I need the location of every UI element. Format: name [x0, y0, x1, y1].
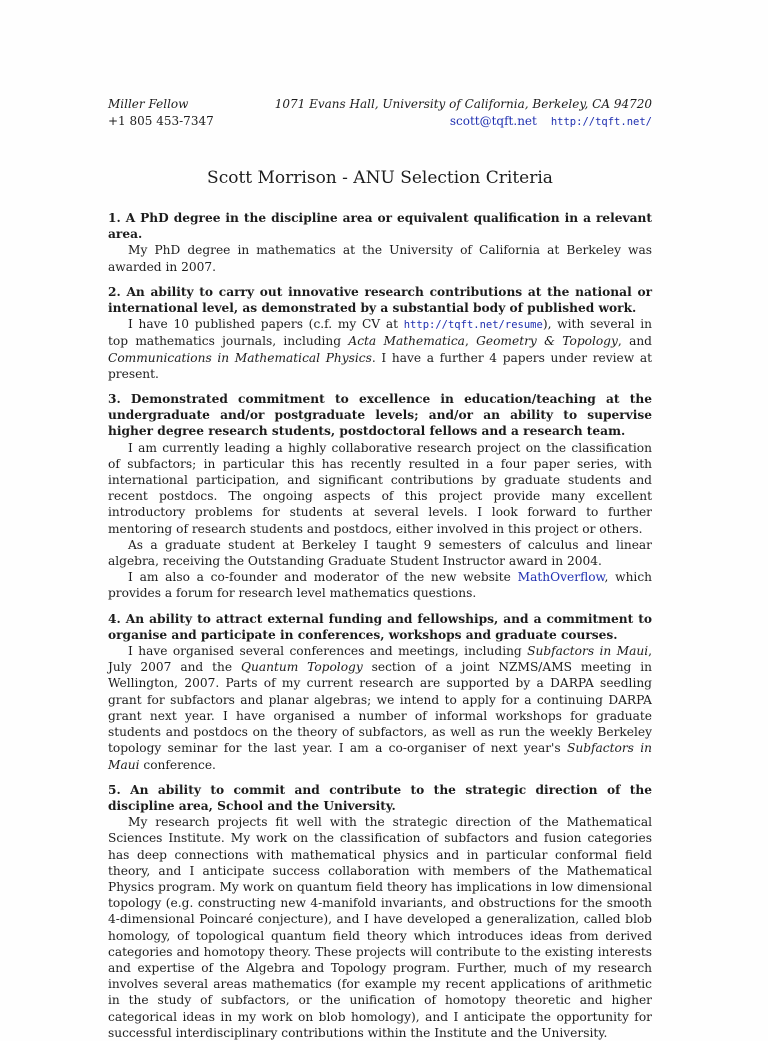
text-span: I am also a co-founder and moderator of the new website: [128, 570, 518, 585]
criterion-4-heading: 4. An ability to attract external funding and fellowships, and a commitment to organise and participate in conferences, workshops and graduate courses.: [108, 611, 652, 642]
criterion-2-body: [108, 316, 652, 382]
criterion-5-body: My research projects fit well with the strategic direction of the Mathematical Sciences Institute. My work on the classification of subfactors and fusion categories has deep connections with mathematical physics and in particular conformal field theory, and I anticipate success collaboration with members of the Mathematical Physics program. My work on quantum field theory has implications in low dimensional topology (e.g. constructing new 4-manifold invariants, and obstructions for the smooth 4-dimensional Poincaré conjecture), and I have developed a generalization, called blob homology, of topological quantum field theory which introduces ideas from derived categories and homotopy theory. These projects will contribute to the existing interests and expertise of the Algebra and Topology program. Further, much of my research involves several areas mathematics (for example my recent applications of arithmetic in the study of subfactors, or the unification of homotopy theoretic and higher categorical ideas in my work on blob homology), and I anticipate the opportunity for successful interdisciplinary contributions within the Institute and the University.: [108, 815, 652, 1040]
criterion-3: [108, 391, 652, 602]
criterion-1-body: My PhD degree in mathematics at the University of California at Berkeley was awarded in 2007.: [108, 243, 652, 274]
text-span: , and: [617, 334, 652, 349]
role-text: Miller Fellow: [108, 97, 189, 111]
criterion-4: [108, 611, 652, 773]
phone-text: +1 805 453-7347: [108, 114, 214, 128]
journal-name: Geometry & Topology: [476, 334, 618, 349]
text-span: I have organised several conferences and meetings, including: [128, 644, 528, 659]
journal-name: Communications in Mathematical Physics: [108, 350, 372, 365]
criterion-2: [108, 284, 652, 382]
email-link[interactable]: scott@tqft.net: [449, 114, 537, 128]
text-span: . I have a further 4 papers under review at present.: [108, 350, 652, 381]
criterion-5-heading: 5. An ability to commit and contribute to the strategic direction of the discipline area, School and the University.: [108, 782, 652, 813]
criterion-4-body: [108, 643, 652, 773]
homepage-link[interactable]: http://tqft.net/: [550, 116, 652, 128]
address-text: 1071 Evans Hall, University of California, Berkeley, CA 94720: [274, 97, 652, 111]
criterion-3-body-2: As a graduate student at Berkeley I taught 9 semesters of calculus and linear algebra, receiving the Outstanding Graduate Student Instructor award in 2004.: [108, 537, 652, 569]
text-span: ), with several in top mathematics journals, including: [108, 317, 652, 349]
text-span: ,: [464, 334, 477, 349]
criterion-5: [108, 782, 652, 1041]
document-title: Scott Morrison - ANU Selection Criteria: [207, 168, 553, 188]
criterion-1: [108, 210, 652, 275]
text-span: conference.: [139, 757, 216, 772]
text-span: I have 10 published papers (c.f. my CV at: [128, 317, 404, 332]
letterhead-left: [108, 96, 214, 130]
criterion-1-heading: 1. A PhD degree in the discipline area or equivalent qualification in a relevant area.: [108, 211, 652, 242]
letterhead: [108, 96, 652, 130]
letterhead-right: [275, 96, 652, 131]
criterion-3-heading: 3. Demonstrated commitment to excellence in education/teaching at the undergraduate and/or postgraduate levels; and/or an ability to supervise higher degree research students, postdoctoral fellows and a research team.: [108, 392, 652, 439]
resume-link[interactable]: http://tqft.net/resume: [403, 319, 543, 332]
criterion-3-body-3: [108, 569, 652, 601]
section-name: Quantum Topology: [240, 660, 363, 675]
criterion-2-heading: 2. An ability to carry out innovative research contributions at the national or international level, as demonstrated by a substantial body of published work.: [108, 284, 652, 316]
criterion-3-body-1: I am currently leading a highly collaborative research project on the classification of subfactors; in particular this has recently resulted in a four paper series, with international participation, and significant contributions by graduate students and recent postdocs. The ongoing aspects of this project provide many excellent introductory problems for students at several levels. I look forward to further mentoring of research students and postdocs, either involved in this project or others.: [108, 440, 652, 536]
mathoverflow-link[interactable]: MathOverflow: [517, 570, 605, 585]
contact-line: [275, 113, 652, 131]
conference-name: Subfactors in Maui: [527, 644, 649, 659]
conference-name: Subfactors in Maui: [108, 741, 652, 772]
journal-name: Acta Mathematica: [348, 334, 465, 349]
text-span: , which provides a forum for research level mathematics questions.: [108, 570, 653, 601]
text-span: section of a joint NZMS/AMS meeting in Wellington, 2007. Parts of my current research are supported by a DARPA seedling grant for subfactors and planar algebras; we intend to apply for a continuing DARPA grant next year. I have organised a number of informal workshops for graduate students and postdocs on the theory of subfactors, as well as run the weekly Berkeley topology seminar for the last year. I am a co-organiser of next year's: [108, 660, 652, 756]
text-span: , July 2007 and the: [108, 644, 653, 675]
